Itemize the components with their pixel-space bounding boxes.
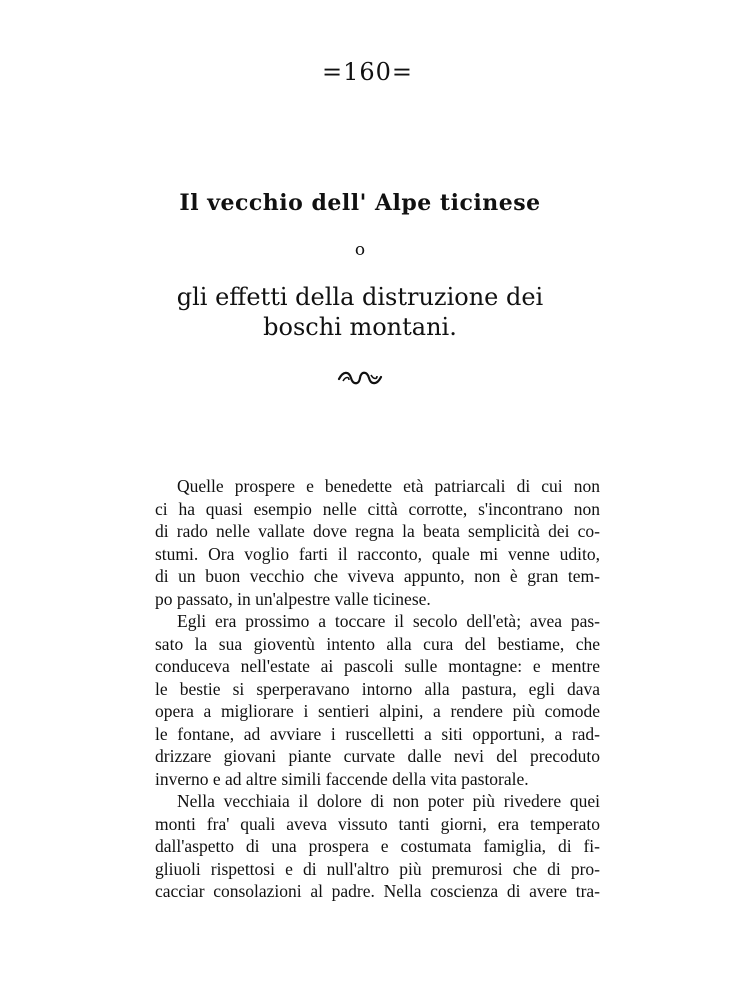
text-line: di un buon vecchio che viveva appunto, non è gran tem- [155, 566, 600, 586]
text-line: di rado nelle vallate dove regna la beata semplicità dei co- [155, 521, 600, 541]
chapter-subtitle: gli effetti della distruzione dei boschi montani. [176, 283, 544, 341]
text-line: le bestie si sperperavano intorno alla pastura, egli dava [155, 678, 600, 699]
text-line: stumi. Ora voglio farti il racconto, quale mi venne udito, [155, 543, 600, 564]
paragraph-3 [155, 790, 600, 903]
text-line: sato la sua gioventù intento alla cura del bestiame, che [155, 633, 600, 654]
text-line: Quelle prospere e benedette età patriarcali di cui non [177, 476, 600, 496]
text-line: ci ha quasi esempio nelle città corrotte, s'incontrano non [155, 498, 600, 519]
text-line: conduceva nell'estate ai pascoli sulle montagne: e mentre [155, 656, 600, 676]
page-number: =160= [321, 58, 414, 86]
text-line: Nella vecchiaia il dolore di non poter più rivedere quei [177, 791, 600, 811]
text-line: po passato, in un'alpestre valle ticinese. [155, 588, 431, 609]
ornament [0, 368, 720, 393]
text-line: gliuoli rispettosi e di null'altro più premurosi che di pro- [155, 858, 600, 879]
fleuron-ornament-icon [337, 369, 383, 387]
paragraph-1 [155, 475, 600, 610]
text-line: cacciar consolazioni al padre. Nella coscienza di avere tra- [155, 881, 600, 901]
text-line: inverno e ad altre simili faccende della vita pastorale. [155, 768, 529, 789]
text-line: monti fra' quali aveva vissuto tanti giorni, era temperato [155, 813, 600, 834]
text-line: opera a migliorare i sentieri alpini, a rendere più comode [155, 701, 600, 721]
text-line: Egli era prossimo a toccare il secolo dell'età; avea pas- [177, 611, 600, 631]
body-text [155, 475, 600, 903]
text-line: dall'aspetto di una prospera e costumata famiglia, di fi- [155, 836, 600, 856]
text-line: drizzare giovani piante curvate dalle nevi del precoduto [155, 746, 600, 766]
text-line: le fontane, ad avviare i ruscelletti a siti opportuni, a rad- [155, 723, 600, 744]
paragraph-2 [155, 610, 600, 790]
title-connector: o [354, 240, 366, 260]
chapter-title: Il vecchio dell' Alpe ticinese [179, 190, 541, 216]
